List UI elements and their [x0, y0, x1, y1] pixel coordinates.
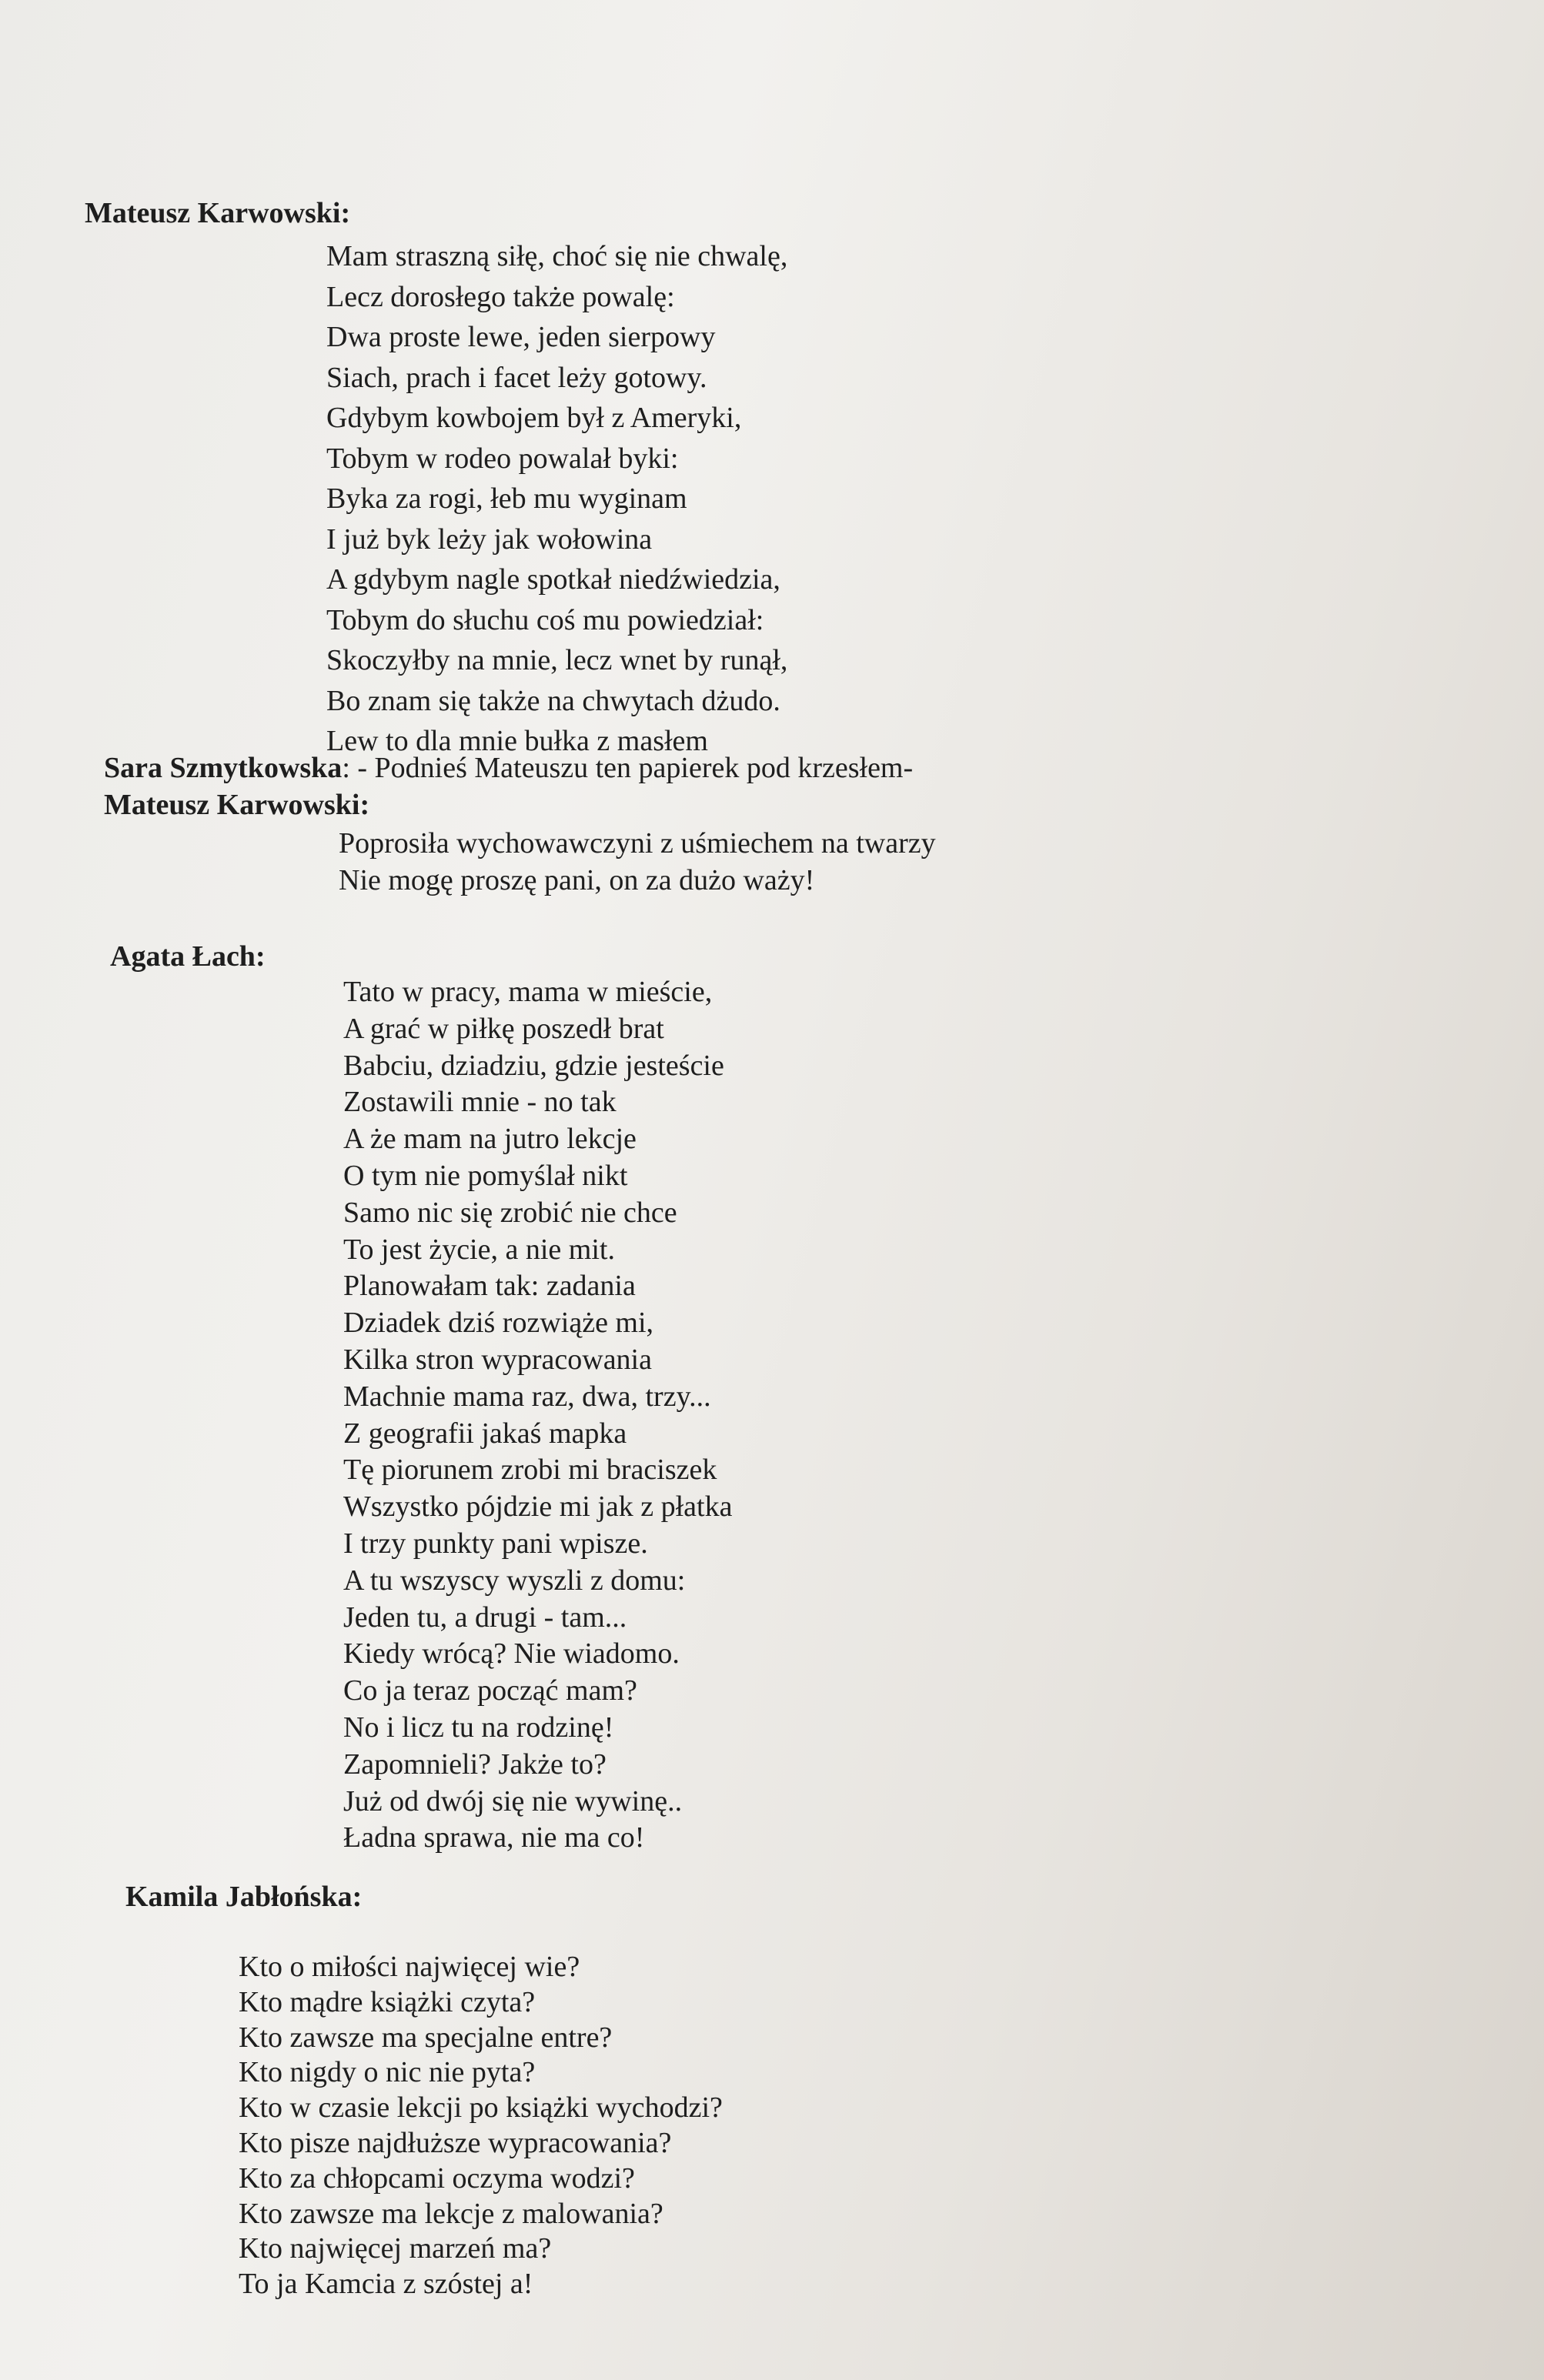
verse-line: Kto zawsze ma lekcje z malowania? [239, 2197, 663, 2230]
verse-line: Kto mądre książki czyta? [239, 1985, 536, 2018]
verse-line: Siach, prach i facet leży gotowy. [326, 361, 707, 394]
verse-line: Mam straszną siłę, choć się nie chwalę, [326, 240, 788, 272]
verse-line: I trzy punkty pani wpisze. [343, 1527, 648, 1560]
verse-line: Zapomnieli? Jakże to? [343, 1747, 607, 1781]
verse-block [326, 236, 787, 762]
speaker-name: Mateusz Karwowski: [85, 197, 351, 229]
verse-line: Lecz dorosłego także powalę: [326, 280, 675, 313]
verse-line: A tu wszyscy wyszli z domu: [343, 1564, 686, 1597]
verse-line: Samo nic się zrobić nie chce [343, 1196, 677, 1229]
verse-line: Kto nigdy o nic nie pyta? [239, 2056, 536, 2089]
verse-line: Bo znam się także na chwytach dżudo. [326, 684, 780, 717]
verse-line: Tobym w rodeo powalał byki: [326, 442, 679, 475]
verse-line: Dziadek dziś rozwiąże mi, [343, 1307, 654, 1340]
verse-line: Już od dwój się nie wywinę.. [343, 1784, 683, 1818]
verse-line: Skoczyłby na mnie, lecz wnet by runął, [326, 644, 788, 676]
verse-line: Kto za chłopcami oczyma wodzi? [239, 2161, 635, 2195]
verse-line: Kto w czasie lekcji po książki wychodzi? [239, 2091, 723, 2125]
speaker-name: Sara Szmytkowska [104, 752, 343, 784]
verse-line: Lew to dla mnie bułka z masłem [326, 725, 708, 757]
verse-line: Babciu, dziadziu, gdzie jesteście [343, 1049, 724, 1082]
verse-line: Nie mogę proszę pani, on za dużo waży! [339, 864, 815, 896]
verse-line: Ładna sprawa, nie ma co! [343, 1821, 645, 1854]
verse-line: Jeden tu, a drugi - tam... [343, 1601, 627, 1634]
verse-line: Poprosiła wychowawczyni z uśmiechem na twarzy [339, 827, 936, 860]
verse-line: A gdybym nagle spotkał niedźwiedzia, [326, 563, 780, 596]
verse-line: Kto o miłości najwięcej wie? [239, 1951, 580, 1983]
verse-line: Kiedy wrócą? Nie wiadomo. [343, 1637, 680, 1671]
verse-line: To jest życie, a nie mit. [343, 1233, 615, 1266]
verse-line: A grać w piłkę poszedł brat [343, 1012, 664, 1045]
verse-line: Wszystko pójdzie mi jak z płatka [343, 1490, 733, 1524]
verse-line: Gdybym kowbojem był z Ameryki, [326, 402, 742, 434]
verse-line: Planowałam tak: zadania [343, 1270, 636, 1303]
speaker-name: Kamila Jabłońska: [125, 1881, 363, 1913]
verse-block [339, 825, 936, 899]
verse-line: Byka za rogi, łeb mu wyginam [326, 482, 687, 515]
verse-line: Kto najwięcej marzeń ma? [239, 2232, 552, 2265]
verse-line: Kto pisze najdłuższe wypracowania? [239, 2126, 672, 2159]
verse-block [239, 1950, 723, 2302]
verse-line: O tym nie pomyślał nikt [343, 1159, 628, 1192]
verse-line: No i licz tu na rodzinę! [343, 1711, 614, 1744]
dialogue-line [104, 749, 913, 786]
dialogue-text: : - Podnieś Mateuszu ten papierek pod krzesłem- [342, 752, 914, 784]
speaker-name: Mateusz Karwowski: [104, 789, 370, 821]
verse-line: Kilka stron wypracowania [343, 1343, 652, 1376]
verse-line: Co ja teraz począć mam? [343, 1674, 637, 1707]
verse-line: Tato w pracy, mama w mieście, [343, 976, 713, 1008]
verse-line: Z geografii jakaś mapka [343, 1417, 627, 1450]
verse-line: A że mam na jutro lekcje [343, 1123, 637, 1156]
verse-line: Tobym do słuchu coś mu powiedział: [326, 603, 764, 636]
verse-line: Kto zawsze ma specjalne entre? [239, 2021, 613, 2054]
verse-line: Tę piorunem zrobi mi braciszek [343, 1454, 717, 1487]
verse-block [343, 974, 732, 1857]
verse-line: Machnie mama raz, dwa, trzy... [343, 1380, 711, 1413]
verse-line: I już byk leży jak wołowina [326, 522, 653, 556]
verse-line: Zostawili mnie - no tak [343, 1086, 617, 1119]
verse-line: To ja Kamcia z szóstej a! [239, 2268, 533, 2301]
speaker-name: Agata Łach: [110, 940, 266, 973]
verse-line: Dwa proste lewe, jeden sierpowy [326, 321, 716, 353]
